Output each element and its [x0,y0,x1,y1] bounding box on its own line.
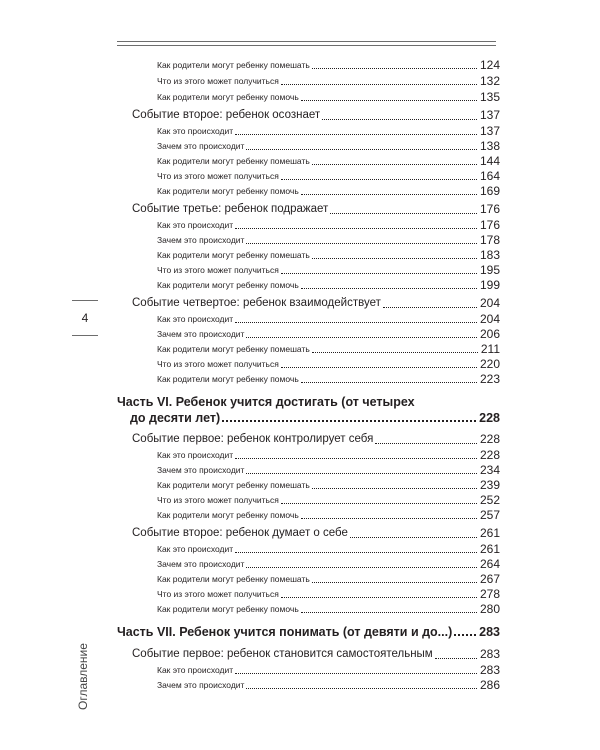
toc-entry[interactable] [157,184,500,198]
toc-entry[interactable] [157,508,500,522]
dot-leader [312,488,477,489]
entry-page: 178 [479,233,500,247]
entry-page: 204 [479,296,500,310]
entry-title: Как родители могут ребенку помочь [157,374,299,384]
toc-entry[interactable] [157,124,500,138]
toc-entry[interactable] [157,58,500,72]
entry-title: Событие третье: ребенок подражает [132,203,329,215]
dot-leader [281,367,477,368]
entry-page: 199 [479,278,500,292]
dot-leader [435,658,477,659]
dot-leader [454,634,476,636]
dot-leader [281,179,477,180]
entry-page: 195 [479,263,500,277]
toc-entry[interactable] [157,542,500,556]
entry-page: 124 [479,58,500,72]
toc-part-entry[interactable] [130,411,500,425]
toc-event-entry[interactable] [132,646,500,662]
entry-title: Как родители могут ребенку помочь [157,604,299,614]
entry-title: Событие второе: ребенок думает о себе [132,527,348,539]
entry-title: Как родители могут ребенку помешать [157,60,310,70]
entry-title: Как родители могут ребенку помочь [157,280,299,290]
toc-entry[interactable] [157,572,500,586]
entry-page: 204 [479,312,500,326]
dot-leader [235,458,477,459]
entry-page: 137 [479,124,500,138]
entry-page: 261 [479,542,500,556]
entry-title: Зачем это происходит [157,680,245,690]
toc-entry[interactable] [157,557,500,571]
toc-entry[interactable] [157,154,500,168]
dot-leader [246,337,477,338]
dot-leader [235,134,477,135]
entry-title: Как родители могут ребенку помешать [157,156,310,166]
dot-leader [235,552,477,553]
entry-title: Как родители могут ребенку помочь [157,510,299,520]
entry-title: Зачем это происходит [157,465,245,475]
toc-event-entry[interactable] [132,107,500,123]
entry-title: Событие первое: ребенок контролирует себя [132,433,374,445]
entry-title: Что из этого может получиться [157,76,279,86]
toc-entry[interactable] [157,587,500,601]
toc-entry[interactable] [157,493,500,507]
dot-leader [246,473,477,474]
toc-entry[interactable] [157,139,500,153]
entry-page: 228 [479,448,500,462]
entry-page: 228 [479,432,500,446]
toc-entry[interactable] [157,90,500,104]
entry-page: 228 [479,411,500,425]
entry-title: Событие первое: ребенок становится самостоятельным [132,648,433,660]
dot-leader [246,149,477,150]
dot-leader [312,164,477,165]
entry-title: Что из этого может получиться [157,495,279,505]
dot-leader [312,582,477,583]
entry-title: Что из этого может получиться [157,359,279,369]
toc-entry[interactable] [157,357,500,371]
entry-title: Как родители могут ребенку помешать [157,250,310,260]
toc-part-entry[interactable] [117,625,500,639]
entry-page: 261 [479,526,500,540]
dot-leader [246,567,477,568]
dot-leader [246,688,477,689]
toc-entry[interactable] [157,678,500,692]
entry-page: 137 [479,108,500,122]
entry-page: 239 [479,478,500,492]
dot-leader [330,213,477,214]
dot-leader [235,673,477,674]
entry-page: 220 [479,357,500,371]
entry-page: 176 [479,218,500,232]
entry-page: 144 [479,154,500,168]
entry-page: 183 [479,248,500,262]
dot-leader [312,68,477,69]
entry-title: Как это происходит [157,665,234,675]
entry-title: Что из этого может получиться [157,265,279,275]
entry-title: Часть VII. Ребенок учится понимать (от девяти и до...) [117,625,453,639]
toc-entry[interactable] [157,263,500,277]
toc-entry[interactable] [157,327,500,341]
dot-leader [246,243,477,244]
dot-leader [222,420,476,422]
entry-title: Как родители могут ребенку помочь [157,186,299,196]
toc-entry[interactable] [157,448,500,462]
toc-entry[interactable] [157,663,500,677]
entry-title: Зачем это происходит [157,235,245,245]
entry-title: Как это происходит [157,450,234,460]
entry-title: Как родители могут ребенку помешать [157,344,310,354]
entry-title: Как это происходит [157,126,234,136]
entry-page: 138 [479,139,500,153]
toc-entry[interactable] [157,233,500,247]
entry-page: 257 [479,508,500,522]
entry-page: 169 [479,184,500,198]
entry-title: Событие четвертое: ребенок взаимодействует [132,297,381,309]
dot-leader [301,382,477,383]
dot-leader [235,322,477,323]
entry-title: Зачем это происходит [157,559,245,569]
dot-leader [301,518,477,519]
entry-page: 264 [479,557,500,571]
dot-leader [383,307,477,308]
entry-page: 164 [479,169,500,183]
entry-page: 283 [479,625,500,639]
toc-entry[interactable] [157,169,500,183]
dot-leader [322,119,477,120]
entry-title: Событие второе: ребенок осознает [132,109,321,121]
toc-entry[interactable] [157,248,500,262]
dot-leader [312,352,478,353]
toc-entry[interactable] [157,312,500,326]
dot-leader [350,537,477,538]
dot-leader [301,288,477,289]
entry-title: Как родители могут ребенку помешать [157,480,310,490]
entry-page: 132 [479,74,500,88]
running-section-label: Оглавление [76,643,90,710]
dot-leader [301,612,477,613]
dot-leader [375,443,477,444]
entry-page: 252 [479,493,500,507]
dot-leader [301,194,477,195]
entry-title: до десяти лет) [130,411,221,425]
toc-event-entry[interactable] [132,431,500,447]
toc-event-entry[interactable] [132,525,500,541]
dot-leader [281,84,477,85]
toc-entry[interactable] [157,602,500,616]
entry-page: 283 [479,663,500,677]
dot-leader [312,258,477,259]
toc-event-entry[interactable] [132,201,500,217]
dot-leader [301,100,477,101]
entry-title: Зачем это происходит [157,141,245,151]
entry-title: Зачем это происходит [157,329,245,339]
entry-title: Что из этого может получиться [157,171,279,181]
entry-title: Как это происходит [157,544,234,554]
entry-title: Как родители могут ребенку помешать [157,574,310,584]
entry-page: 206 [479,327,500,341]
entry-page: 286 [479,678,500,692]
toc-entry[interactable] [157,478,500,492]
dot-leader [281,273,477,274]
entry-page: 211 [480,342,500,356]
entry-title: Как это происходит [157,314,234,324]
toc-entry[interactable] [157,218,500,232]
toc-entry[interactable] [157,278,500,292]
dot-leader [235,228,477,229]
entry-title: Как родители могут ребенку помочь [157,92,299,102]
entry-page: 234 [479,463,500,477]
dot-leader [281,503,477,504]
toc-event-entry[interactable] [132,295,500,311]
entry-page: 267 [479,572,500,586]
page-number: 4 [72,300,98,336]
entry-page: 283 [479,647,500,661]
entry-title: Как это происходит [157,220,234,230]
entry-title: Что из этого может получиться [157,589,279,599]
toc-entry[interactable] [157,74,500,88]
toc-entry[interactable] [157,372,500,386]
entry-page: 176 [479,202,500,216]
dot-leader [281,597,477,598]
entry-page: 280 [479,602,500,616]
entry-page: 223 [479,372,500,386]
toc-entry[interactable] [157,342,500,356]
entry-page: 278 [479,587,500,601]
part-heading-line[interactable]: Часть VI. Ребенок учится достигать (от четырех [117,395,415,409]
entry-page: 135 [479,90,500,104]
toc-entry[interactable] [157,463,500,477]
